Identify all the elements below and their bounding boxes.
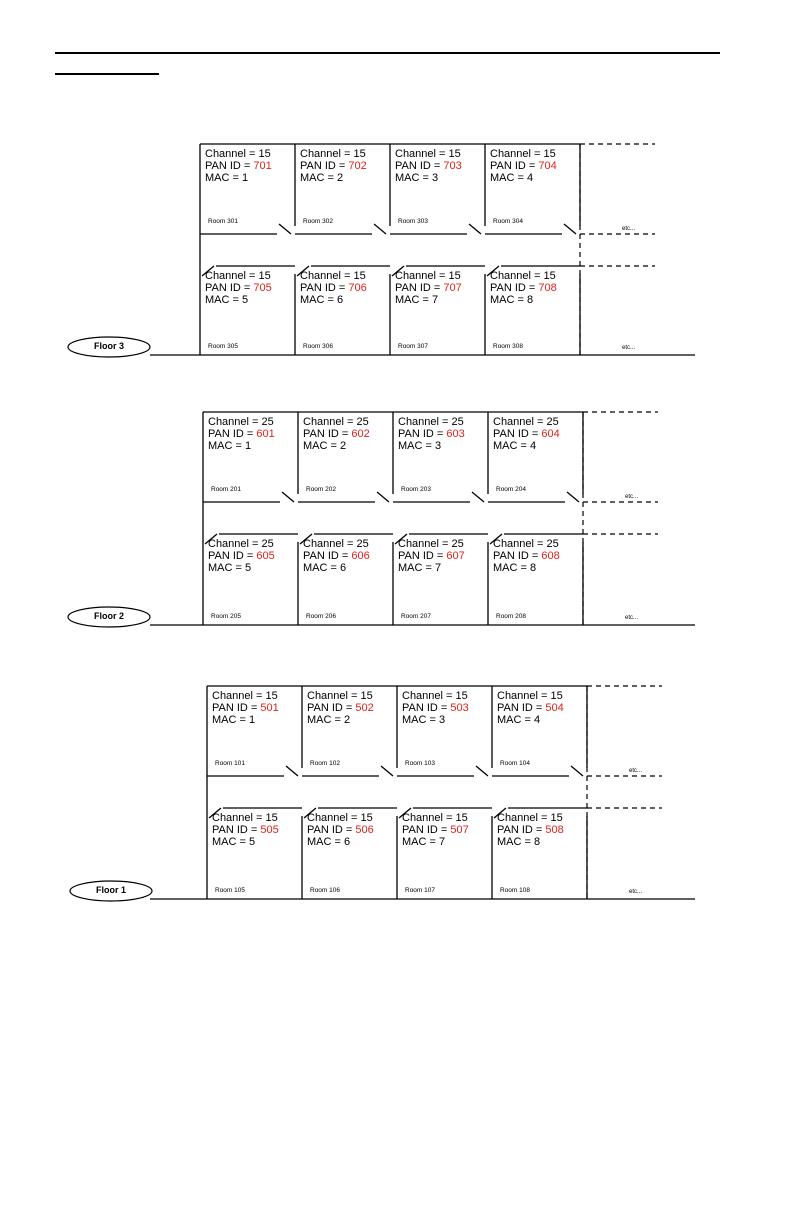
pan-id-value: PAN ID = 608 bbox=[493, 550, 560, 562]
mac-value: MAC = 2 bbox=[303, 440, 347, 452]
channel-value: Channel = 15 bbox=[212, 690, 278, 702]
room-info bbox=[303, 416, 370, 452]
pan-id-value: PAN ID = 607 bbox=[398, 550, 465, 562]
room-label: Room 206 bbox=[306, 613, 336, 620]
channel-value: Channel = 15 bbox=[490, 148, 556, 160]
room-label: Room 105 bbox=[215, 887, 245, 894]
channel-value: Channel = 15 bbox=[490, 270, 556, 282]
pan-id-value: PAN ID = 704 bbox=[490, 160, 557, 172]
room-label: Room 102 bbox=[310, 760, 340, 767]
mac-value: MAC = 5 bbox=[212, 836, 256, 848]
floor-plan bbox=[0, 682, 793, 907]
pan-id-value: PAN ID = 501 bbox=[212, 702, 279, 714]
header-rule bbox=[55, 52, 720, 54]
room-label: Room 104 bbox=[500, 760, 530, 767]
room-label: Room 305 bbox=[208, 343, 238, 350]
channel-value: Channel = 25 bbox=[493, 416, 559, 428]
mac-value: MAC = 7 bbox=[395, 294, 439, 306]
pan-id-value: PAN ID = 703 bbox=[395, 160, 462, 172]
pan-id-value: PAN ID = 705 bbox=[205, 282, 272, 294]
mac-value: MAC = 4 bbox=[493, 440, 537, 452]
mac-value: MAC = 5 bbox=[205, 294, 249, 306]
mac-value: MAC = 5 bbox=[208, 562, 252, 574]
floor-label: Floor 3 bbox=[94, 341, 125, 351]
mac-value: MAC = 4 bbox=[497, 714, 541, 726]
channel-value: Channel = 15 bbox=[497, 690, 563, 702]
mac-value: MAC = 1 bbox=[212, 714, 256, 726]
mac-value: MAC = 3 bbox=[395, 172, 439, 184]
channel-value: Channel = 25 bbox=[208, 538, 274, 550]
channel-value: Channel = 15 bbox=[205, 148, 271, 160]
etc-label: etc... bbox=[622, 345, 636, 351]
floor-outline bbox=[0, 408, 793, 633]
pan-id-value: PAN ID = 601 bbox=[208, 428, 275, 440]
room-info bbox=[300, 270, 367, 306]
room-label: Room 301 bbox=[208, 218, 238, 225]
room-info bbox=[307, 812, 374, 848]
channel-value: Channel = 15 bbox=[307, 690, 373, 702]
room-info bbox=[493, 416, 560, 452]
room-info bbox=[307, 690, 374, 726]
room-info bbox=[497, 812, 564, 848]
pan-id-value: PAN ID = 606 bbox=[303, 550, 370, 562]
room-info bbox=[208, 538, 275, 574]
room-info bbox=[490, 270, 557, 306]
pan-id-value: PAN ID = 701 bbox=[205, 160, 272, 172]
pan-id-value: PAN ID = 507 bbox=[402, 824, 469, 836]
room-info bbox=[212, 812, 279, 848]
channel-value: Channel = 25 bbox=[303, 538, 369, 550]
pan-id-value: PAN ID = 602 bbox=[303, 428, 370, 440]
mac-value: MAC = 6 bbox=[303, 562, 347, 574]
mac-value: MAC = 3 bbox=[398, 440, 442, 452]
mac-value: MAC = 7 bbox=[398, 562, 442, 574]
room-info bbox=[303, 538, 370, 574]
channel-value: Channel = 15 bbox=[395, 148, 461, 160]
room-info bbox=[205, 148, 272, 184]
room-label: Room 203 bbox=[401, 486, 431, 493]
room-label: Room 302 bbox=[303, 218, 333, 225]
mac-value: MAC = 2 bbox=[300, 172, 344, 184]
room-label: Room 108 bbox=[500, 887, 530, 894]
room-label: Room 201 bbox=[211, 486, 241, 493]
room-label: Room 308 bbox=[493, 343, 523, 350]
channel-value: Channel = 25 bbox=[398, 538, 464, 550]
floor-outline bbox=[0, 682, 793, 907]
mac-value: MAC = 6 bbox=[307, 836, 351, 848]
channel-value: Channel = 25 bbox=[493, 538, 559, 550]
pan-id-value: PAN ID = 504 bbox=[497, 702, 564, 714]
pan-id-value: PAN ID = 502 bbox=[307, 702, 374, 714]
room-label: Room 101 bbox=[215, 760, 245, 767]
floor-label: Floor 2 bbox=[94, 611, 125, 621]
pan-id-value: PAN ID = 707 bbox=[395, 282, 462, 294]
header-underline bbox=[55, 73, 159, 75]
pan-id-value: PAN ID = 506 bbox=[307, 824, 374, 836]
room-label: Room 304 bbox=[493, 218, 523, 225]
floor-plan bbox=[0, 140, 793, 365]
etc-label: etc... bbox=[629, 889, 643, 895]
room-info bbox=[398, 538, 465, 574]
mac-value: MAC = 4 bbox=[490, 172, 534, 184]
mac-value: MAC = 8 bbox=[490, 294, 534, 306]
room-label: Room 106 bbox=[310, 887, 340, 894]
pan-id-value: PAN ID = 603 bbox=[398, 428, 465, 440]
channel-value: Channel = 15 bbox=[300, 270, 366, 282]
room-label: Room 303 bbox=[398, 218, 428, 225]
channel-value: Channel = 25 bbox=[208, 416, 274, 428]
room-label: Room 107 bbox=[405, 887, 435, 894]
floor-plan bbox=[0, 408, 793, 633]
pan-id-value: PAN ID = 503 bbox=[402, 702, 469, 714]
channel-value: Channel = 15 bbox=[395, 270, 461, 282]
mac-value: MAC = 1 bbox=[208, 440, 252, 452]
etc-label: etc... bbox=[625, 494, 639, 500]
channel-value: Channel = 15 bbox=[212, 812, 278, 824]
room-info bbox=[490, 148, 557, 184]
pan-id-value: PAN ID = 708 bbox=[490, 282, 557, 294]
room-label: Room 204 bbox=[496, 486, 526, 493]
channel-value: Channel = 15 bbox=[402, 812, 468, 824]
channel-value: Channel = 15 bbox=[497, 812, 563, 824]
room-info bbox=[395, 148, 462, 184]
room-label: Room 306 bbox=[303, 343, 333, 350]
room-info bbox=[398, 416, 465, 452]
room-label: Room 202 bbox=[306, 486, 336, 493]
pan-id-value: PAN ID = 604 bbox=[493, 428, 560, 440]
room-label: Room 208 bbox=[496, 613, 526, 620]
room-info bbox=[402, 812, 469, 848]
room-label: Room 103 bbox=[405, 760, 435, 767]
floor-label: Floor 1 bbox=[96, 885, 127, 895]
pan-id-value: PAN ID = 702 bbox=[300, 160, 367, 172]
mac-value: MAC = 7 bbox=[402, 836, 446, 848]
room-info bbox=[212, 690, 279, 726]
pan-id-value: PAN ID = 505 bbox=[212, 824, 279, 836]
mac-value: MAC = 6 bbox=[300, 294, 344, 306]
room-label: Room 205 bbox=[211, 613, 241, 620]
channel-value: Channel = 25 bbox=[398, 416, 464, 428]
room-info bbox=[493, 538, 560, 574]
channel-value: Channel = 15 bbox=[300, 148, 366, 160]
room-info bbox=[402, 690, 469, 726]
room-label: Room 307 bbox=[398, 343, 428, 350]
channel-value: Channel = 15 bbox=[205, 270, 271, 282]
room-info bbox=[497, 690, 564, 726]
room-info bbox=[300, 148, 367, 184]
mac-value: MAC = 8 bbox=[497, 836, 541, 848]
etc-label: etc... bbox=[622, 226, 636, 232]
etc-label: etc... bbox=[625, 615, 639, 621]
mac-value: MAC = 3 bbox=[402, 714, 446, 726]
channel-value: Channel = 15 bbox=[402, 690, 468, 702]
etc-label: etc... bbox=[629, 768, 643, 774]
channel-value: Channel = 15 bbox=[307, 812, 373, 824]
mac-value: MAC = 8 bbox=[493, 562, 537, 574]
pan-id-value: PAN ID = 508 bbox=[497, 824, 564, 836]
room-info bbox=[395, 270, 462, 306]
room-info bbox=[208, 416, 275, 452]
room-info bbox=[205, 270, 272, 306]
mac-value: MAC = 1 bbox=[205, 172, 249, 184]
mac-value: MAC = 2 bbox=[307, 714, 351, 726]
pan-id-value: PAN ID = 706 bbox=[300, 282, 367, 294]
channel-value: Channel = 25 bbox=[303, 416, 369, 428]
pan-id-value: PAN ID = 605 bbox=[208, 550, 275, 562]
room-label: Room 207 bbox=[401, 613, 431, 620]
